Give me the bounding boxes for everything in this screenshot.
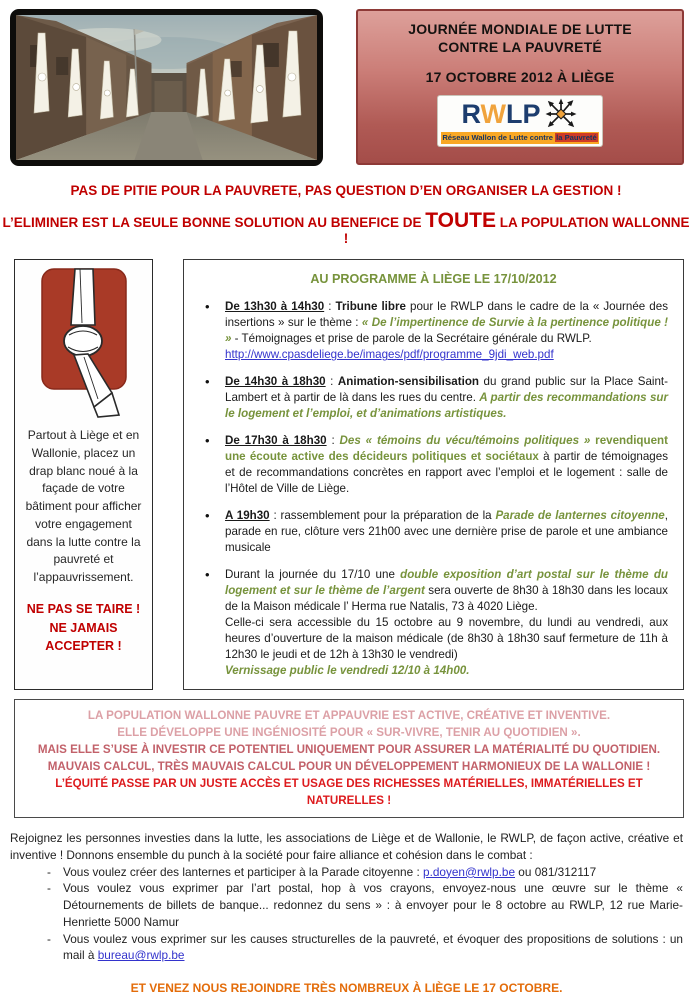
text-segment: du grand public sur la Place Saint-Lambert et à partir de là dans les rues du centre. bbox=[225, 375, 668, 405]
event-title bbox=[358, 20, 682, 56]
closing-line: ET VENEZ NOUS REJOINDRE TRÈS NOMBREUX À LIÈGE LE 17 OCTOBRE. bbox=[130, 981, 563, 995]
white-sheet-cta: NE PAS SE TAIRE ! NE JAMAIS ACCEPTER ! bbox=[26, 601, 141, 654]
link[interactable]: p.doyen@rwlp.be bbox=[423, 864, 516, 879]
program-item bbox=[199, 433, 668, 497]
text-segment: Des « témoins du vécu/témoins politiques » bbox=[339, 434, 591, 448]
street-photo bbox=[10, 9, 323, 166]
rwlp-logo-acronym bbox=[441, 97, 599, 131]
header-row bbox=[0, 0, 692, 166]
text-segment: Vous voulez vous exprimer par l’art postal, hop à vos crayons, envoyez-nous une œuvre sur le thème « Détournements de billets de banque... redonnez du sens » : à envoyer pour le 8 octobre au RWLP, 12 rue Marie-Henriette 5000 Namur bbox=[63, 881, 683, 929]
text-segment: Parade de lanternes citoyenne bbox=[495, 509, 665, 523]
link[interactable]: bureau@rwlp.be bbox=[97, 948, 185, 963]
text-segment: A 19h30 bbox=[225, 509, 270, 523]
text-segment: Celle-ci sera accessible du 15 octobre au 9 novembre, du lundi au vendredi, aux heures d’ouverture de la maison médicale (de 8h30 à 18h30 sauf fermeture de 11h à 12h30 le jeudi et de 12h à 13h30 le vendredi) bbox=[225, 616, 668, 662]
statement-line: MAUVAIS CALCUL, TRÈS MAUVAIS CALCUL POUR UN DÉVELOPPEMENT HARMONIEUX DE LA WALLONIE ! bbox=[47, 760, 651, 774]
statement-line: MAIS ELLE S’USE À INVESTIR CE POTENTIEL UNIQUEMENT POUR ASSURER LA MATÉRIALITÉ DU QUOTIDIEN. bbox=[37, 743, 661, 757]
bullet-icon: • bbox=[205, 299, 210, 315]
text-segment: Durant la journée du 17/10 une bbox=[225, 568, 401, 582]
rwlp-tagline-highlight: la Pauvreté bbox=[556, 133, 597, 143]
statement-line: LA POPULATION WALLONNE PAUVRE ET APPAUVRIE EST ACTIVE, CRÉATIVE ET INVENTIVE. bbox=[87, 709, 611, 723]
text-segment: De 17h30 à 18h30 bbox=[225, 434, 327, 448]
text-segment: - Témoignages et prise de parole de la Secrétaire générale du RWLP. bbox=[231, 332, 592, 346]
event-title-line2: CONTRE LA PAUVRETÉ bbox=[438, 39, 602, 56]
text-segment: : bbox=[326, 434, 340, 448]
bullet-icon: • bbox=[205, 433, 210, 449]
text-segment: Animation-sensibilisation bbox=[337, 375, 479, 389]
dash-bullet: - bbox=[47, 864, 51, 879]
text-segment: : rassemblement pour la préparation de la bbox=[269, 509, 496, 523]
event-date: 17 OCTOBRE 2012 À LIÈGE bbox=[425, 69, 615, 86]
program-item bbox=[199, 299, 668, 363]
text-segment: à partir de témoignages et de recommandations concrètes en rapport avec l’emploi et le logement : salle de l’Hôtel de Ville de Liège. bbox=[225, 450, 669, 496]
knotted-sheet-illustration bbox=[36, 267, 132, 419]
headline-no-pity: PAS DE PITIE POUR LA PAUVRETE, PAS QUESTION D’EN ORGANISER LA GESTION ! bbox=[70, 183, 622, 198]
text-segment: De 13h30 à 14h30 bbox=[225, 300, 325, 314]
text-segment: « De l’impertinence de Survie à la pertinence politique ! » bbox=[225, 316, 669, 346]
text-segment: Vous voulez créer des lanternes et participer à la Parade citoyenne : bbox=[63, 864, 424, 879]
rwlp-tagline: Réseau Wallon de Lutte contre la Pauvreté bbox=[441, 132, 599, 144]
bullet-icon: • bbox=[205, 374, 210, 390]
text-segment: pour le RWLP dans le cadre de la « Journée des insertions » sur le thème : bbox=[225, 300, 668, 330]
statement-line: ELLE DÉVELOPPE UNE INGÉNIOSITÉ POUR « SUR-VIVRE, TENIR AU QUOTIDIEN ». bbox=[117, 726, 581, 740]
text-segment: double exposition d’art postal sur le thème du logement et sur le thème de l’argent bbox=[225, 568, 669, 598]
statement-box bbox=[14, 699, 684, 818]
program-heading: AU PROGRAMME À LIÈGE LE 17/10/2012 bbox=[310, 272, 557, 286]
outro-item bbox=[10, 931, 683, 965]
link[interactable]: http://www.cpasdeliege.be/images/pdf/programme_9jdi_web.pdf bbox=[225, 348, 554, 362]
text-segment: sera ouverte de 8h30 à 18h30 dans les locaux de la Maison médicale l’ Herma rue Natalis, 73 à 4020 Liège. bbox=[225, 584, 668, 614]
program-item bbox=[199, 374, 668, 422]
rwlp-letters: RWLP bbox=[461, 98, 541, 129]
outro-item bbox=[10, 864, 683, 881]
arrows-star-icon bbox=[543, 97, 579, 131]
text-segment: Tribune libre bbox=[335, 300, 406, 314]
text-segment: A partir des recommandations sur le logement et l’emploi, et d’animations artistiques. bbox=[225, 391, 668, 421]
program-box bbox=[183, 259, 684, 690]
text-segment: ou 081/312117 bbox=[515, 864, 597, 879]
street-photo-graphic bbox=[16, 15, 317, 160]
event-title-line1: JOURNÉE MONDIALE DE LUTTE bbox=[408, 21, 632, 37]
rwlp-letter-w: W bbox=[480, 98, 506, 129]
outro-item bbox=[10, 880, 683, 930]
statement-line: L’ÉQUITÉ PASSE PAR UN JUSTE ACCÈS ET USAGE DES RICHESSES MATÉRIELLES, IMMATÉRIELLES ET NATURELLES ! bbox=[55, 777, 643, 808]
dash-bullet: - bbox=[47, 931, 51, 946]
headline-emphasis: TOUTE bbox=[425, 209, 497, 232]
headline-eliminate: L’ELIMINER EST LA SEULE BONNE SOLUTION AU BENEFICE DE TOUTE LA POPULATION WALLONNE ! bbox=[2, 209, 690, 246]
outro-intro: Rejoignez les personnes investies dans la lutte, les associations de Liège et de Wallonie, le RWLP, de façon active, créative et inventive ! Donnons ensemble du punch à la société pour faire alliance et cohésion dans le combat : bbox=[10, 831, 683, 862]
text-segment: revendiquent une écoute active des décideurs politiques et sociétaux bbox=[225, 434, 668, 464]
bullet-icon: • bbox=[205, 508, 210, 524]
rwlp-logo bbox=[438, 96, 602, 146]
content-row bbox=[14, 259, 684, 690]
program-item bbox=[199, 567, 668, 679]
text-segment: , parade en rue, clôture vers 21h00 avec une dernière prise de parole et une ambiance musicale bbox=[225, 509, 668, 555]
bullet-icon: • bbox=[205, 567, 210, 583]
text-segment: Vous voulez vous exprimer sur les causes structurelles de la pauvreté, et évoquer des propositions de solutions : un mail à bbox=[63, 931, 683, 963]
dash-bullet: - bbox=[47, 881, 51, 896]
outro-section bbox=[10, 830, 683, 995]
text-segment: Vernissage public le vendredi 12/10 à 14h00. bbox=[225, 664, 470, 678]
text-segment: : bbox=[324, 300, 336, 314]
text-segment: De 14h30 à 18h30 bbox=[225, 375, 326, 389]
program-item bbox=[199, 508, 668, 556]
text-segment: : bbox=[325, 375, 338, 389]
event-title-banner bbox=[356, 9, 684, 165]
white-sheet-text: Partout à Liège et en Wallonie, placez un drap blanc noué à la façade de votre bâtiment pour afficher votre engagement dans la lutte contre la pauvreté et l’appauvrissement. bbox=[25, 428, 142, 584]
white-sheet-callout bbox=[14, 259, 153, 690]
